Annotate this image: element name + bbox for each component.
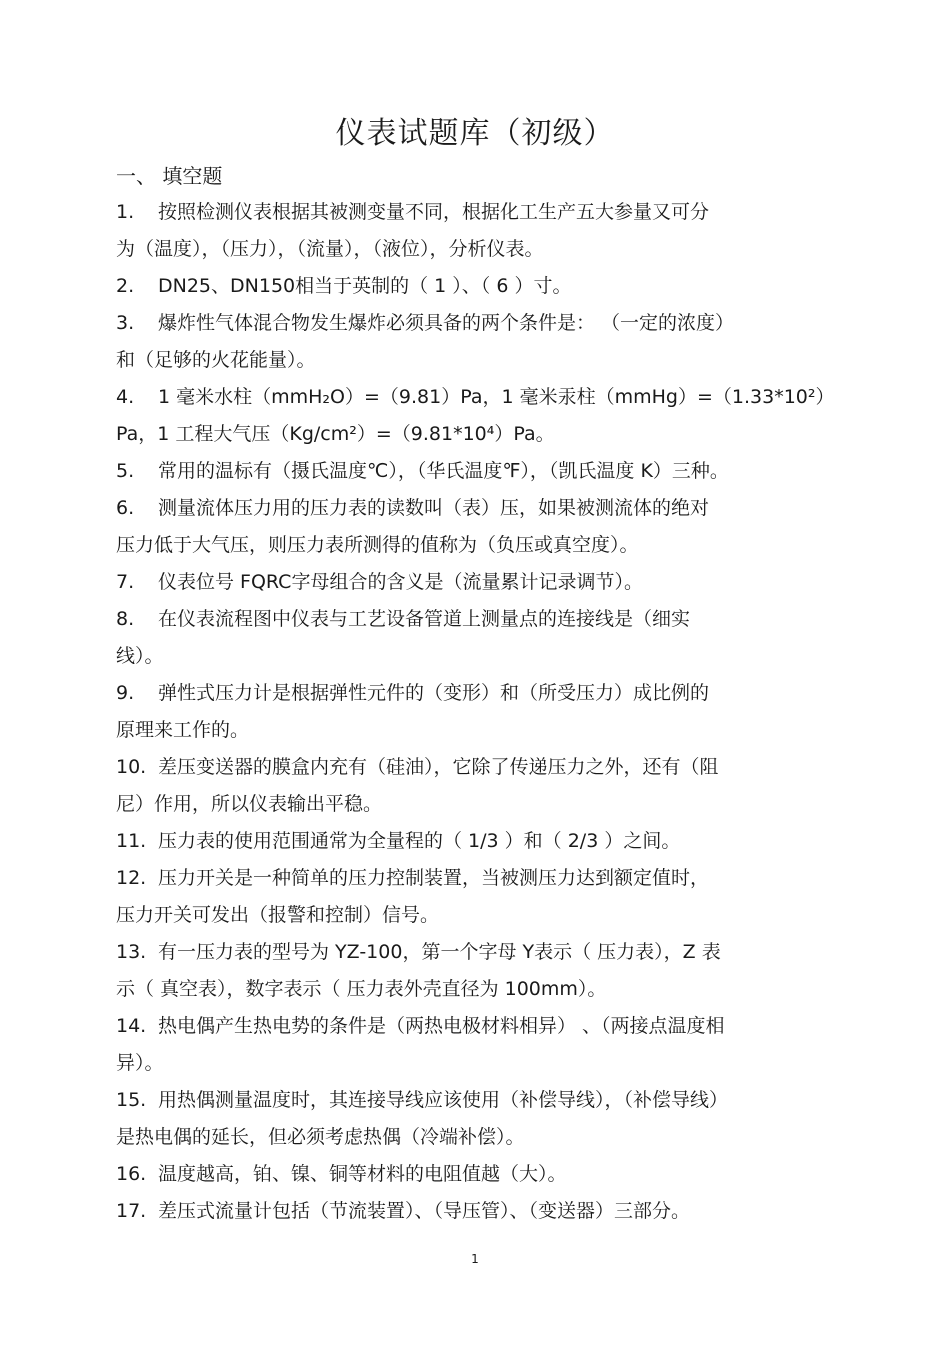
question-line (116, 194, 816, 231)
question-number: 4. (116, 386, 135, 408)
question-number: 1. (116, 201, 135, 223)
question-line (116, 305, 816, 342)
question-number: 14. (116, 1015, 147, 1037)
question-line (116, 379, 835, 416)
question-continuation-line (116, 712, 816, 749)
question-text: 差压变送器的膜盒内充有（硅油），它除了传递压力之外，还有（阻 (158, 756, 719, 778)
question-text: 在仪表流程图中仪表与工艺设备管道上测量点的连接线是（细实 (158, 608, 691, 630)
question-text: 差压式流量计包括（节流装置）、（导压管）、（变送器）三部分。 (158, 1200, 691, 1222)
question-text: 压力低于大气压，则压力表所测得的值称为（负压或真空度）。 (116, 534, 639, 556)
page-number: 1 (471, 1252, 479, 1266)
question-line (116, 934, 816, 971)
question-number: 2. (116, 275, 135, 297)
question-line (116, 1082, 816, 1119)
question-line (116, 564, 816, 601)
question-continuation-line (116, 897, 816, 934)
question-line (116, 490, 816, 527)
question-continuation-line (116, 1119, 816, 1156)
question-text: Pa，1 工程大气压（Kg/cm²）=（9.81*10⁴）Pa。 (116, 423, 555, 445)
question-text: 异）。 (116, 1052, 164, 1074)
question-text: 压力开关是一种简单的压力控制装置，当被测压力达到额定值时， (158, 867, 710, 889)
question-continuation-line (116, 786, 816, 823)
question-continuation-line (116, 527, 816, 564)
question-text: 为（温度），（压力），（流量），（液位），分析仪表。 (116, 238, 544, 260)
question-text: 原理来工作的。 (116, 719, 250, 741)
question-text: 热电偶产生热电势的条件是（两热电极材料相异） 、（两接点温度相 (158, 1015, 725, 1037)
question-text: 示（ 真空表），数字表示（ 压力表外壳直径为 100mm）。 (116, 978, 607, 1000)
question-number: 13. (116, 941, 147, 963)
question-continuation-line (116, 971, 816, 1008)
question-line (116, 675, 816, 712)
question-number: 7. (116, 571, 135, 593)
question-number: 8. (116, 608, 135, 630)
question-number: 12. (116, 867, 147, 889)
question-text: 尼）作用，所以仪表输出平稳。 (116, 793, 383, 815)
question-text: 压力开关可发出（报警和控制）信号。 (116, 904, 440, 926)
question-continuation-line (116, 231, 816, 268)
page-title: 仪表试题库（初级） (335, 116, 615, 151)
question-line (116, 1008, 816, 1045)
question-text: DN25、DN150相当于英制的（ 1 ）、（ 6 ）寸。 (158, 275, 572, 297)
question-text: 测量流体压力用的压力表的读数叫（表）压，如果被测流体的绝对 (158, 497, 710, 519)
question-line (116, 1193, 816, 1230)
question-line (116, 453, 816, 490)
question-number: 6. (116, 497, 135, 519)
question-text: 按照检测仪表根据其被测变量不同，根据化工生产五大参量又可分 (158, 201, 710, 223)
question-text: 温度越高，铂、镍、铜等材料的电阻值越（大）。 (158, 1163, 567, 1185)
question-continuation-line (116, 342, 816, 379)
question-text: 弹性式压力计是根据弹性元件的（变形）和（所受压力）成比例的 (158, 682, 710, 704)
question-text: 爆炸性气体混合物发生爆炸必须具备的两个条件是： （一定的浓度） (158, 312, 735, 334)
section-heading: 一、 填空题 (116, 164, 223, 188)
question-line (116, 749, 816, 786)
question-number: 11. (116, 830, 147, 852)
question-text: 压力表的使用范围通常为全量程的（ 1/3 ）和（ 2/3 ）之间。 (158, 830, 681, 852)
question-number: 16. (116, 1163, 147, 1185)
question-text: 有一压力表的型号为 YZ-100，第一个字母 Y表示（ 压力表），Z 表 (158, 941, 721, 963)
question-line (116, 601, 816, 638)
question-line (116, 860, 816, 897)
question-text: 1 毫米水柱（mmH₂O）=（9.81）Pa，1 毫米汞柱（mmHg）=（1.33*10²） (158, 386, 835, 408)
question-text: 用热偶测量温度时，其连接导线应该使用（补偿导线），（补偿导线） (158, 1089, 729, 1111)
question-number: 9. (116, 682, 135, 704)
question-continuation-line (116, 416, 816, 453)
question-continuation-line (116, 638, 816, 675)
question-list (116, 194, 835, 1230)
question-line (116, 1156, 816, 1193)
question-number: 17. (116, 1200, 147, 1222)
question-text: 线）。 (116, 645, 164, 667)
question-continuation-line (116, 1045, 816, 1082)
question-text: 常用的温标有（摄氏温度℃），（华氏温度℉），（凯氏温度 K）三种。 (158, 460, 729, 482)
question-number: 3. (116, 312, 135, 334)
question-text: 是热电偶的延长，但必须考虑热偶（冷端补偿）。 (116, 1126, 525, 1148)
question-number: 15. (116, 1089, 147, 1111)
question-text: 仪表位号 FQRC字母组合的含义是（流量累计记录调节）。 (158, 571, 643, 593)
question-text: 和（足够的火花能量）。 (116, 349, 316, 371)
question-line (116, 268, 816, 305)
question-number: 10. (116, 756, 147, 778)
question-number: 5. (116, 460, 135, 482)
question-line (116, 823, 816, 860)
